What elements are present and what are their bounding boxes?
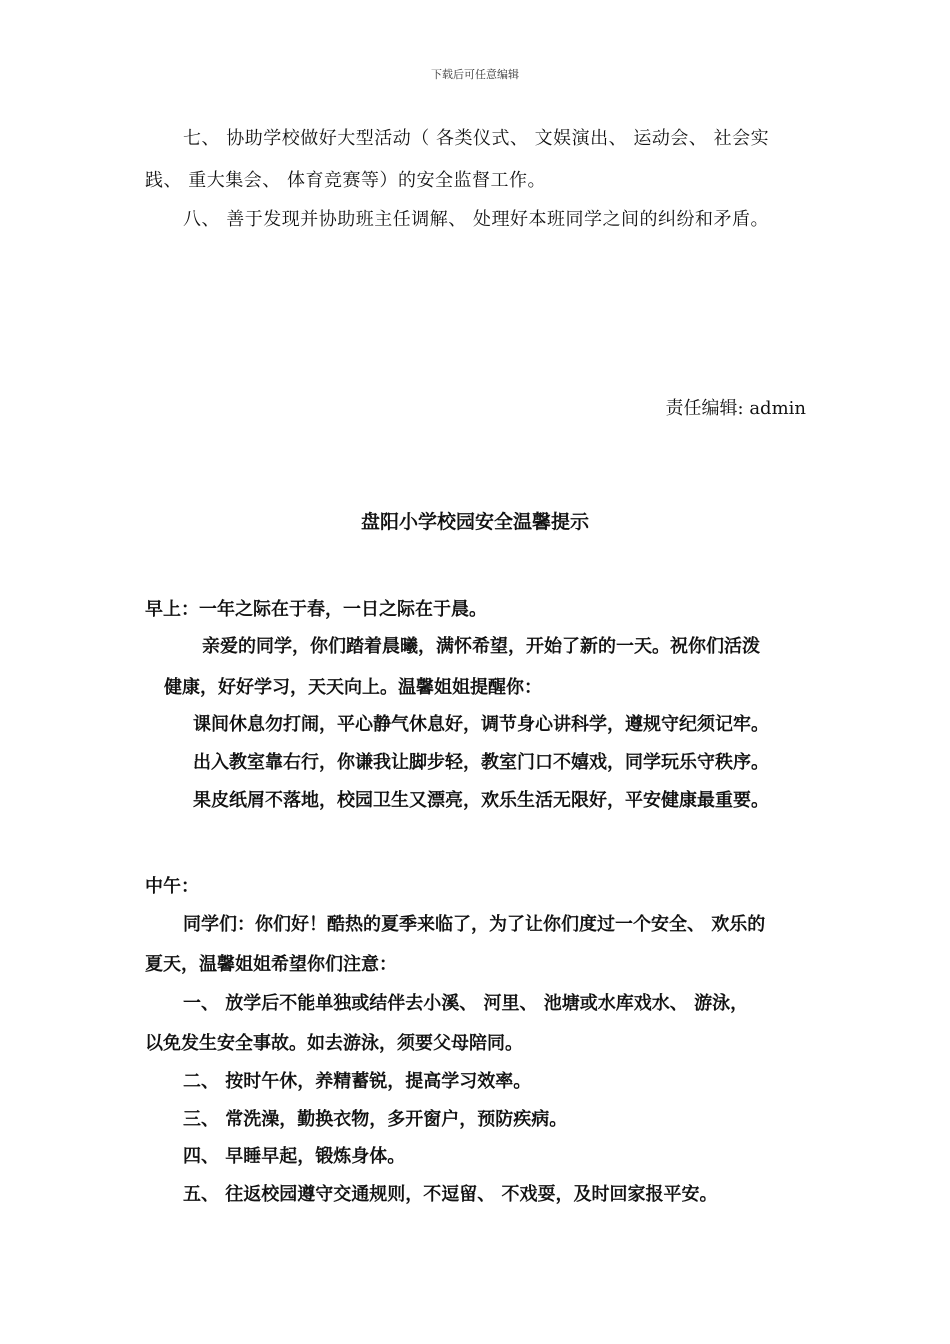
- morning-intro-line-2: 健康，好好学习，天天向上。温馨姐姐提醒你：: [164, 677, 542, 698]
- noon-intro-line-2: 夏天，温馨姐姐希望你们注意：: [145, 954, 397, 975]
- noon-item: 三、 常洗澡，勤换衣物，多开窗户，预防疾病。: [183, 1109, 568, 1130]
- article-title: 盘阳小学校园安全温馨提示: [360, 511, 589, 533]
- item-7-line-2: 践、 重大集会、 体育竞赛等）的安全监督工作。: [145, 170, 546, 191]
- morning-verse: 出入教室靠右行，你谦我让脚步轻，教室门口不嬉戏，同学玩乐守秩序。: [193, 752, 769, 773]
- noon-item: 二、 按时午休，养精蓄锐，提高学习效率。: [183, 1071, 532, 1092]
- noon-item-1-line-2: 以免发生安全事故。如去游泳，须要父母陪同。: [145, 1033, 523, 1054]
- page-header-note: 下载后可任意编辑: [431, 68, 519, 81]
- noon-heading: 中午：: [145, 876, 199, 897]
- noon-item: 四、 早睡早起，锻炼身体。: [183, 1146, 406, 1167]
- item-7-line-1: 七、 协助学校做好大型活动（ 各类仪式、 文娱演出、 运动会、 社会实: [183, 128, 770, 149]
- noon-item-1-line-1: 一、 放学后不能单独或结伴去小溪、 河里、 池塘或水库戏水、 游泳，: [183, 993, 749, 1014]
- morning-heading: 早上：一年之际在于春，一日之际在于晨。: [145, 599, 487, 620]
- morning-verse: 果皮纸屑不落地，校园卫生又漂亮，欢乐生活无限好，平安健康最重要。: [193, 790, 769, 811]
- responsible-editor: 责任编辑: admin: [665, 398, 806, 419]
- item-8: 八、 善于发现并协助班主任调解、 处理好本班同学之间的纠纷和矛盾。: [183, 209, 769, 230]
- noon-intro-line-1: 同学们：你们好！酷热的夏季来临了，为了让你们度过一个安全、 欢乐的: [183, 914, 766, 935]
- morning-verse: 课间休息勿打闹，平心静气休息好，调节身心讲科学，遵规守纪须记牢。: [193, 714, 769, 735]
- noon-item: 五、 往返校园遵守交通规则，不逗留、 不戏耍，及时回家报平安。: [183, 1184, 718, 1205]
- morning-intro-line-1: 亲爱的同学，你们踏着晨曦，满怀希望，开始了新的一天。祝你们活泼: [202, 636, 760, 657]
